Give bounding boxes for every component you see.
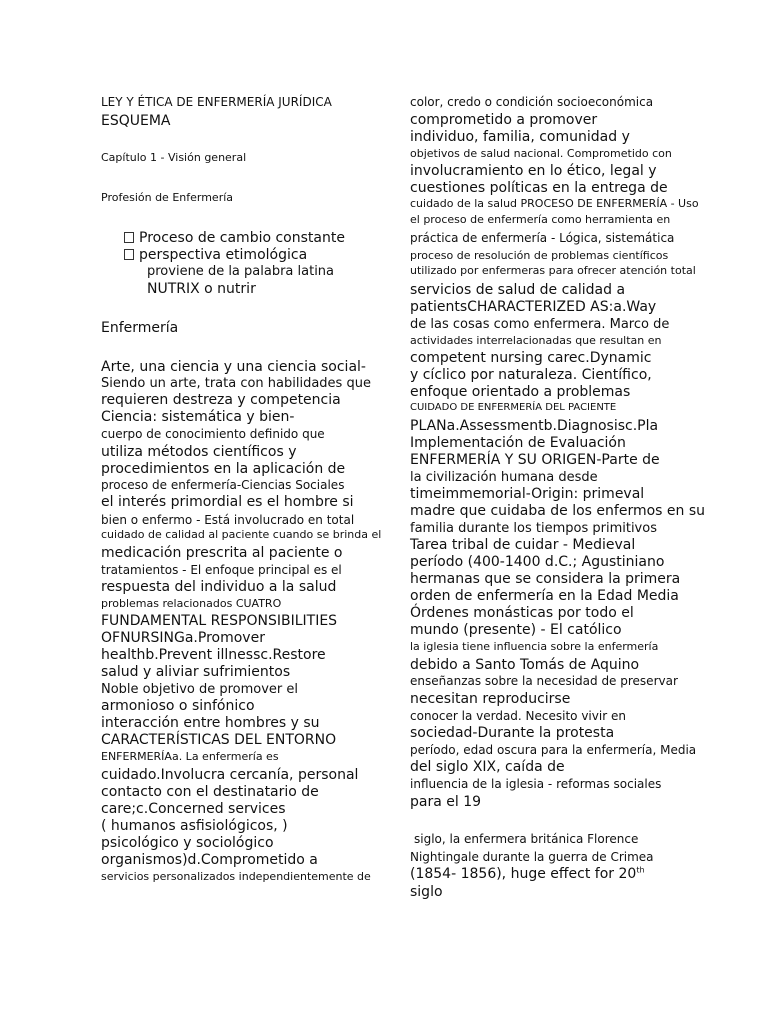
text-line: la iglesia tiene influencia sobre la enfermería [410,640,659,653]
text-line: competent nursing carec.Dynamic [410,350,652,366]
text-line: contacto con el destinatario de [101,784,319,800]
text-line: siglo [410,884,443,900]
text-line: involucramiento en lo ético, legal y [410,163,657,179]
text-line: problemas relacionados CUATRO [101,597,282,610]
bullet-continuation: NUTRIX o nutrir [147,281,256,297]
text-line: care;c.Concerned services [101,801,286,817]
text-line: período, edad oscura para la enfermería, Media [410,743,697,757]
text-line: ( humanos asfisiológicos, ) [101,818,288,834]
text-line: bien o enfermo - Está involucrado en total [101,513,355,527]
text-line: madre que cuidaba de los enfermos en su [410,503,706,519]
text-line: sociedad-Durante la protesta [410,725,615,741]
bullet-box-icon [124,232,134,243]
text-line: período (400-1400 d.C.; Agustiniano [410,554,665,570]
bullet-item: Proceso de cambio constante [124,230,345,247]
text-line: salud y aliviar sufrimientos [101,664,291,680]
heading-enfermeria: Enfermería [101,320,179,336]
text-line: objetivos de salud nacional. Comprometido con [410,147,672,160]
document-subtitle: ESQUEMA [101,113,171,129]
text-line: necesitan reproducirse [410,691,571,707]
text-line: utilizado por enfermeras para ofrecer atención total [410,264,696,277]
text-line: enfoque orientado a problemas [410,384,631,400]
text-line: psicológico y sociológico [101,835,274,851]
text-line: del siglo XIX, caída de [410,759,565,775]
text-line: el proceso de enfermería como herramienta en [410,213,671,226]
text-line: ENFERMERÍA Y SU ORIGEN-Parte de [410,452,660,468]
text-line: cuidado.Involucra cercanía, personal [101,767,359,783]
text-line: cuidado de la salud PROCESO DE ENFERMERÍA - Uso [410,197,699,210]
text-line: OFNURSINGa.Promover [101,630,265,646]
text-line: Arte, una ciencia y una ciencia social- [101,359,366,375]
text-line: respuesta del individuo a la salud [101,579,337,595]
text-line: de las cosas como enfermera. Marco de [410,317,670,332]
text-line: familia durante los tiempos primitivos [410,521,657,536]
text-line: orden de enfermería en la Edad Media [410,588,679,604]
text-line: cuidado de calidad al paciente cuando se brinda el [101,528,382,541]
section-heading: Profesión de Enfermería [101,191,234,204]
text-line: Ciencia: sistemática y bien- [101,409,295,425]
text-line: para el 19 [410,794,482,810]
text-line: organismos)d.Comprometido a [101,852,318,868]
text-line: color, credo o condición socioeconómica [410,95,654,109]
text-line: medicación prescrita al paciente o [101,545,343,561]
text-line: patientsCHARACTERIZED AS:a.Way [410,299,657,315]
text-line: timeimmemorial-Origin: primeval [410,486,645,502]
text-line: conocer la verdad. Necesito vivir en [410,709,626,723]
text-line: mundo (presente) - El católico [410,622,622,638]
text-line: cuestiones políticas en la entrega de [410,180,668,196]
text-line: Siendo un arte, trata con habilidades que [101,376,371,391]
bullet-item: perspectiva etimológica [124,247,307,264]
text-line: siglo, la enfermera británica Florence [414,832,639,846]
text-line: actividades interrelacionadas que resultan en [410,334,662,347]
text-line: FUNDAMENTAL RESPONSIBILITIES [101,613,338,629]
text-line: interacción entre hombres y su [101,715,320,731]
text-line: proceso de resolución de problemas científicos [410,249,669,262]
text-line: individuo, familia, comunidad y [410,129,630,145]
text-line: armonioso o sinfónico [101,698,255,714]
text-line: debido a Santo Tomás de Aquino [410,657,640,673]
text-line: Órdenes monásticas por todo el [410,605,634,621]
text-line: (1854- 1856), huge effect for 20th [410,865,645,882]
text-line: práctica de enfermería - Lógica, sistemática [410,231,675,245]
bullet-box-icon [124,249,134,260]
text-line: Nightingale durante la guerra de Crimea [410,850,654,864]
text-line: CUIDADO DE ENFERMERÍA DEL PACIENTE [410,402,617,413]
text-line: enseñanzas sobre la necesidad de preservar [410,674,678,688]
text-line: PLANa.Assessmentb.Diagnosisc.Pla [410,418,659,434]
text-line: Noble objetivo de promover el [101,682,299,697]
text-line: procedimientos en la aplicación de [101,461,346,477]
text-line: requieren destreza y competencia [101,392,341,408]
text-line: healthb.Prevent illnessc.Restore [101,647,326,663]
text-line: Implementación de Evaluación [410,435,626,451]
text-line: el interés primordial es el hombre si [101,494,354,510]
document-title: LEY Y ÉTICA DE ENFERMERÍA JURÍDICA [101,95,332,109]
text-line: proceso de enfermería-Ciencias Sociales [101,478,345,492]
chapter-heading: Capítulo 1 - Visión general [101,151,247,164]
text-line: influencia de la iglesia - reformas sociales [410,777,662,791]
text-line: tratamientos - El enfoque principal es el [101,563,342,577]
text-line: comprometido a promover [410,112,598,128]
bullet-continuation: proviene de la palabra latina [147,264,335,279]
text-line: utiliza métodos científicos y [101,444,297,460]
text-line: servicios de salud de calidad a [410,282,626,298]
text-line: y cíclico por naturaleza. Científico, [410,367,652,383]
text-line: cuerpo de conocimiento definido que [101,427,325,441]
text-line: Tarea tribal de cuidar - Medieval [410,537,636,553]
text-line: servicios personalizados independientemente de [101,870,371,883]
text-line: la civilización humana desde [410,470,598,485]
text-line: CARACTERÍSTICAS DEL ENTORNO [101,732,337,748]
text-line: ENFERMERÍAa. La enfermería es [101,750,279,763]
text-line: hermanas que se considera la primera [410,571,681,587]
